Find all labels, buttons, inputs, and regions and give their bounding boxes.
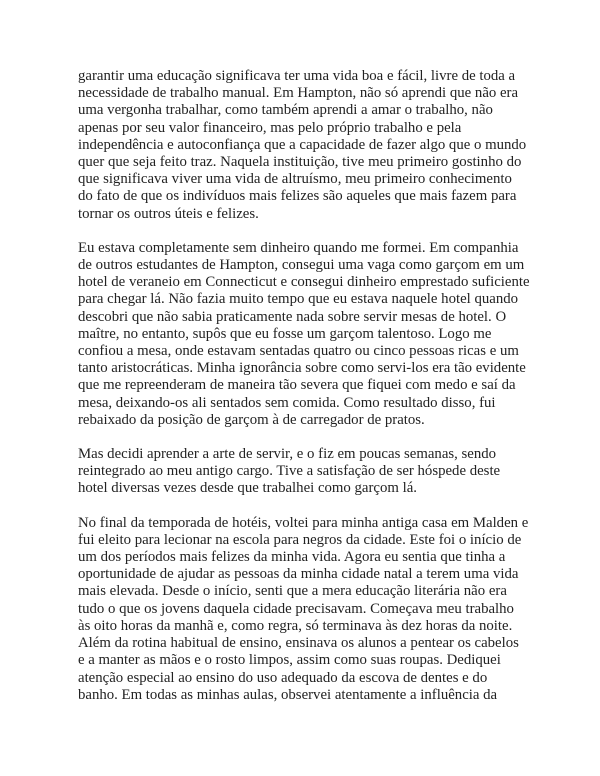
text-line: do fato de que os indivíduos mais felizes são aqueles que mais fazem para [78,188,517,205]
text-line: rebaixado da posição de garçom à de carregador de pratos. [78,411,425,428]
text-line: que significava viver uma vida de altruísmo, meu primeiro conhecimento [78,171,512,188]
text-line: atenção especial ao ensino do uso adequado da escova de dentes e do [78,669,488,686]
text-line: Mas decidi aprender a arte de servir, e o fiz em poucas semanas, sendo [78,446,497,463]
paragraph-1 [78,68,548,223]
text-line: descobri que não sabia praticamente nada sobre servir mesas de hotel. O [78,308,507,325]
text-line: uma vergonha trabalhar, como também aprendi a amar o trabalho, não [78,102,493,119]
text-line: banho. Em todas as minhas aulas, observei atentamente a influência da [78,686,498,703]
text-line: mesa, deixando-os ali sentados sem comida. Como resultado disso, fui [78,394,496,411]
text-line: garantir uma educação significava ter uma vida boa e fácil, livre de toda a [78,68,516,84]
text-line: hotel diversas vezes desde que trabalhei como garçom lá. [78,480,417,497]
text-line: um dos períodos mais felizes da minha vida. Agora eu sentia que tinha a [78,549,506,566]
text-line: e a manter as mãos e o rosto limpos, assim como suas roupas. Dediquei [78,652,501,669]
text-line: tornar os outros úteis e felizes. [78,205,259,222]
text-line: às oito horas da manhã e, como regra, só terminava às dez horas da noite. [78,617,513,634]
text-line: reintegrado ao meu antigo cargo. Tive a satisfação de ser hóspede deste [78,463,501,480]
text-line: independência e autoconfiança que a capacidade de fazer algo que o mundo [78,136,527,153]
text-line: de outros estudantes de Hampton, consegui uma vaga como garçom em um [78,257,525,274]
text-line: Além da rotina habitual de ensino, ensinava os alunos a pentear os cabelos [78,635,519,652]
text-line: tudo o que os jovens daquela cidade precisavam. Começava meu trabalho [78,600,514,617]
text-line: apenas por seu valor financeiro, mas pelo próprio trabalho e pela [78,119,462,136]
paragraph-4 [78,515,548,704]
text-line: No final da temporada de hotéis, voltei para minha antiga casa em Malden e [78,514,529,531]
text-line: mais elevada. Desde o início, senti que a mera educação literária não era [78,583,507,600]
text-line: maître, no entanto, supôs que eu fosse um garçom talentoso. Logo me [78,325,492,342]
text-line: que me repreenderam de maneira tão severa que fiquei com medo e saí da [78,377,516,394]
paragraph-2 [78,240,548,429]
text-line: para chegar lá. Não fazia muito tempo que eu estava naquele hotel quando [78,291,519,308]
text-line: oportunidade de ajudar as pessoas da minha cidade natal a terem uma vida [78,566,519,583]
text-line: tanto aristocráticas. Minha ignorância sobre como servi-los era tão evidente [78,360,526,377]
text-line: hotel de veraneio em Connecticut e consegui dinheiro emprestado suficiente [78,274,530,291]
text-line: fui eleito para lecionar na escola para negros da cidade. Este foi o início de [78,531,522,548]
paragraph-3 [78,446,548,498]
text-line: confiou a mesa, onde estavam sentadas quatro ou cinco pessoas ricas e um [78,343,519,360]
text-line: Eu estava completamente sem dinheiro quando me formei. Em companhia [78,239,519,256]
document-page [78,68,548,721]
text-line: necessidade de trabalho manual. Em Hampton, não só aprendi que não era [78,85,519,102]
text-line: quer que seja feito traz. Naquela instituição, tive meu primeiro gostinho do [78,154,522,171]
